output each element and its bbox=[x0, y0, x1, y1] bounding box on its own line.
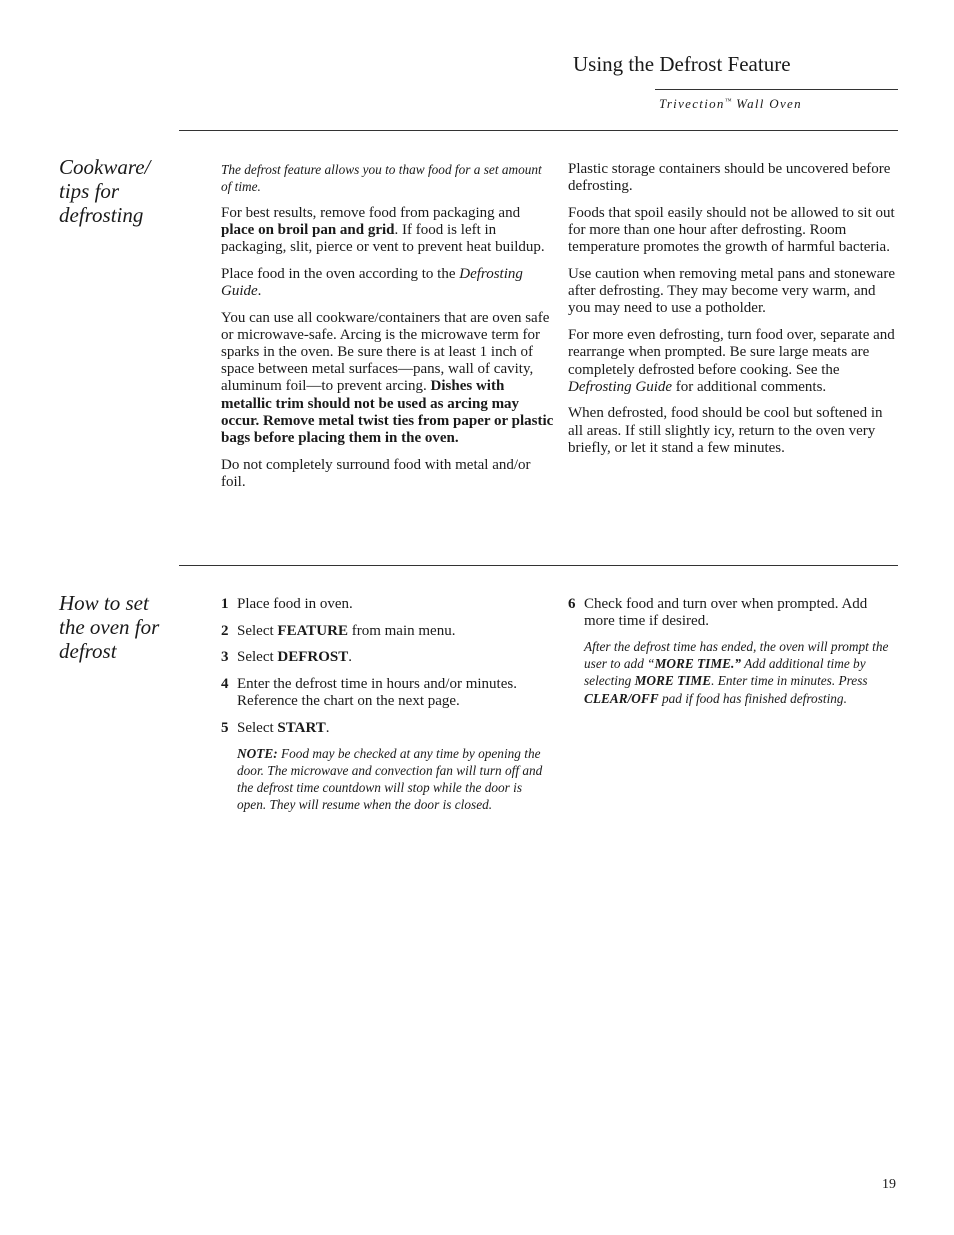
step-5 bbox=[221, 720, 554, 737]
step-6-note bbox=[584, 638, 898, 707]
paragraph-even-defrost bbox=[568, 327, 898, 396]
text: For best results, remove food from packaging and bbox=[221, 204, 521, 221]
paragraph-cookware bbox=[221, 310, 554, 448]
text: Select bbox=[237, 720, 278, 737]
header-rule-long bbox=[179, 130, 898, 131]
text: After the defrost time has ended, the oven will prompt the user to add “ bbox=[584, 638, 889, 672]
bold-text: DEFROST bbox=[277, 649, 349, 666]
text: . bbox=[348, 649, 353, 666]
paragraph-caution: Use caution when removing metal pans and stoneware after defrosting. They may become very warm, and you may need to use a potholder. bbox=[568, 266, 895, 317]
text: from main menu. bbox=[347, 622, 456, 639]
text: . bbox=[257, 282, 262, 299]
section-title-cookware: Cookware/ tips for defrosting bbox=[59, 155, 151, 227]
steps-left-column bbox=[221, 596, 554, 814]
bold-text: CLEAR/OFF bbox=[584, 690, 659, 706]
step-number: 5 bbox=[221, 720, 229, 737]
text: Select bbox=[237, 622, 278, 639]
step-6 bbox=[568, 596, 898, 630]
step-number: 2 bbox=[221, 622, 229, 639]
trademark-symbol: ™ bbox=[724, 97, 732, 105]
step-number: 4 bbox=[221, 676, 229, 693]
step-3 bbox=[221, 649, 554, 666]
subtitle-rest: Wall Oven bbox=[731, 96, 802, 111]
step-text: Check food and turn over when prompted. Add more time if desired. bbox=[584, 596, 868, 630]
italic-text: Defrosting Guide bbox=[568, 378, 673, 395]
text: . bbox=[325, 720, 330, 737]
step-1 bbox=[221, 596, 554, 613]
note-label: NOTE: bbox=[237, 745, 278, 761]
page-title: Using the Defrost Feature bbox=[573, 52, 791, 76]
text: You can use all cookware/containers that are oven safe or microwave-safe. Arcing is the microwave term for sparks in the oven. Be sure there is at least 1 inch of space between metal surfaces—pans, wall of cavity, aluminum foil—to prevent arcing. bbox=[221, 309, 550, 395]
step-text: Enter the defrost time in hours and/or minutes. Reference the chart on the next page. bbox=[237, 676, 517, 710]
paragraph-defrosted: When defrosted, food should be cool but softened in all areas. If still slightly icy, return to the oven very briefly, or let it stand a few minutes. bbox=[568, 405, 883, 456]
intro-text: The defrost feature allows you to thaw food for a set amount of time. bbox=[221, 162, 542, 194]
subtitle-brand: Trivection bbox=[659, 96, 725, 111]
text: for additional comments. bbox=[672, 378, 827, 395]
paragraph-packaging bbox=[221, 205, 554, 257]
paragraph-plastic: Plastic storage containers should be uncovered before defrosting. bbox=[568, 161, 891, 195]
page-subtitle bbox=[659, 96, 802, 112]
step-text: Place food in oven. bbox=[237, 596, 353, 612]
bold-text: FEATURE bbox=[277, 622, 348, 639]
bold-text: MORE TIME bbox=[634, 673, 712, 689]
bold-text: MORE TIME.” bbox=[654, 656, 742, 672]
text: Place food in the oven according to the bbox=[221, 265, 460, 282]
step-4 bbox=[221, 676, 554, 710]
text: Select bbox=[237, 649, 278, 666]
header-rule-short bbox=[655, 89, 898, 90]
text: Add additional time by selecting bbox=[584, 656, 866, 689]
cookware-right-column bbox=[568, 161, 898, 467]
cookware-left-column bbox=[221, 161, 554, 501]
paragraph-foil: Do not completely surround food with metal and/or foil. bbox=[221, 456, 531, 490]
text: pad if food has finished defrosting. bbox=[658, 690, 847, 706]
paragraph-guide bbox=[221, 266, 554, 300]
step-number: 3 bbox=[221, 649, 229, 666]
step-5-note bbox=[237, 745, 554, 814]
steps-right-column bbox=[568, 596, 898, 707]
step-number: 1 bbox=[221, 596, 229, 612]
bold-warning: Dishes with metallic trim should not be used as arcing may occur. Remove metal twist ties from paper or plastic bags before placing them in the oven. bbox=[221, 378, 554, 446]
paragraph-spoil: Foods that spoil easily should not be allowed to sit out for more than one hour after defrosting. Room temperature promotes the growth of harmful bacteria. bbox=[568, 204, 895, 256]
step-2 bbox=[221, 623, 554, 640]
italic-text: Defrosting Guide bbox=[221, 265, 523, 299]
bold-text: place on broil pan and grid bbox=[221, 221, 395, 238]
bold-text: START bbox=[277, 720, 326, 737]
page-number: 19 bbox=[882, 1177, 896, 1192]
text: . If food is left in packaging, slit, pierce or vent to prevent heat buildup. bbox=[221, 221, 545, 255]
text: . Enter time in minutes. Press bbox=[711, 673, 868, 689]
step-text bbox=[237, 720, 554, 737]
text: For more even defrosting, turn food over, separate and rearrange when prompted. Be sure large meats are completely defrosted before cooking. See the bbox=[568, 327, 895, 378]
section-divider bbox=[179, 565, 898, 566]
step-text bbox=[237, 649, 554, 666]
section-title-how-to-set: How to set the oven for defrost bbox=[59, 591, 160, 663]
step-text bbox=[237, 623, 554, 640]
step-number: 6 bbox=[568, 596, 576, 612]
note-text: Food may be checked at any time by opening the door. The microwave and convection fan will turn off and the defrost time countdown will stop while the door is open. They will resume when the door is closed. bbox=[237, 745, 543, 813]
